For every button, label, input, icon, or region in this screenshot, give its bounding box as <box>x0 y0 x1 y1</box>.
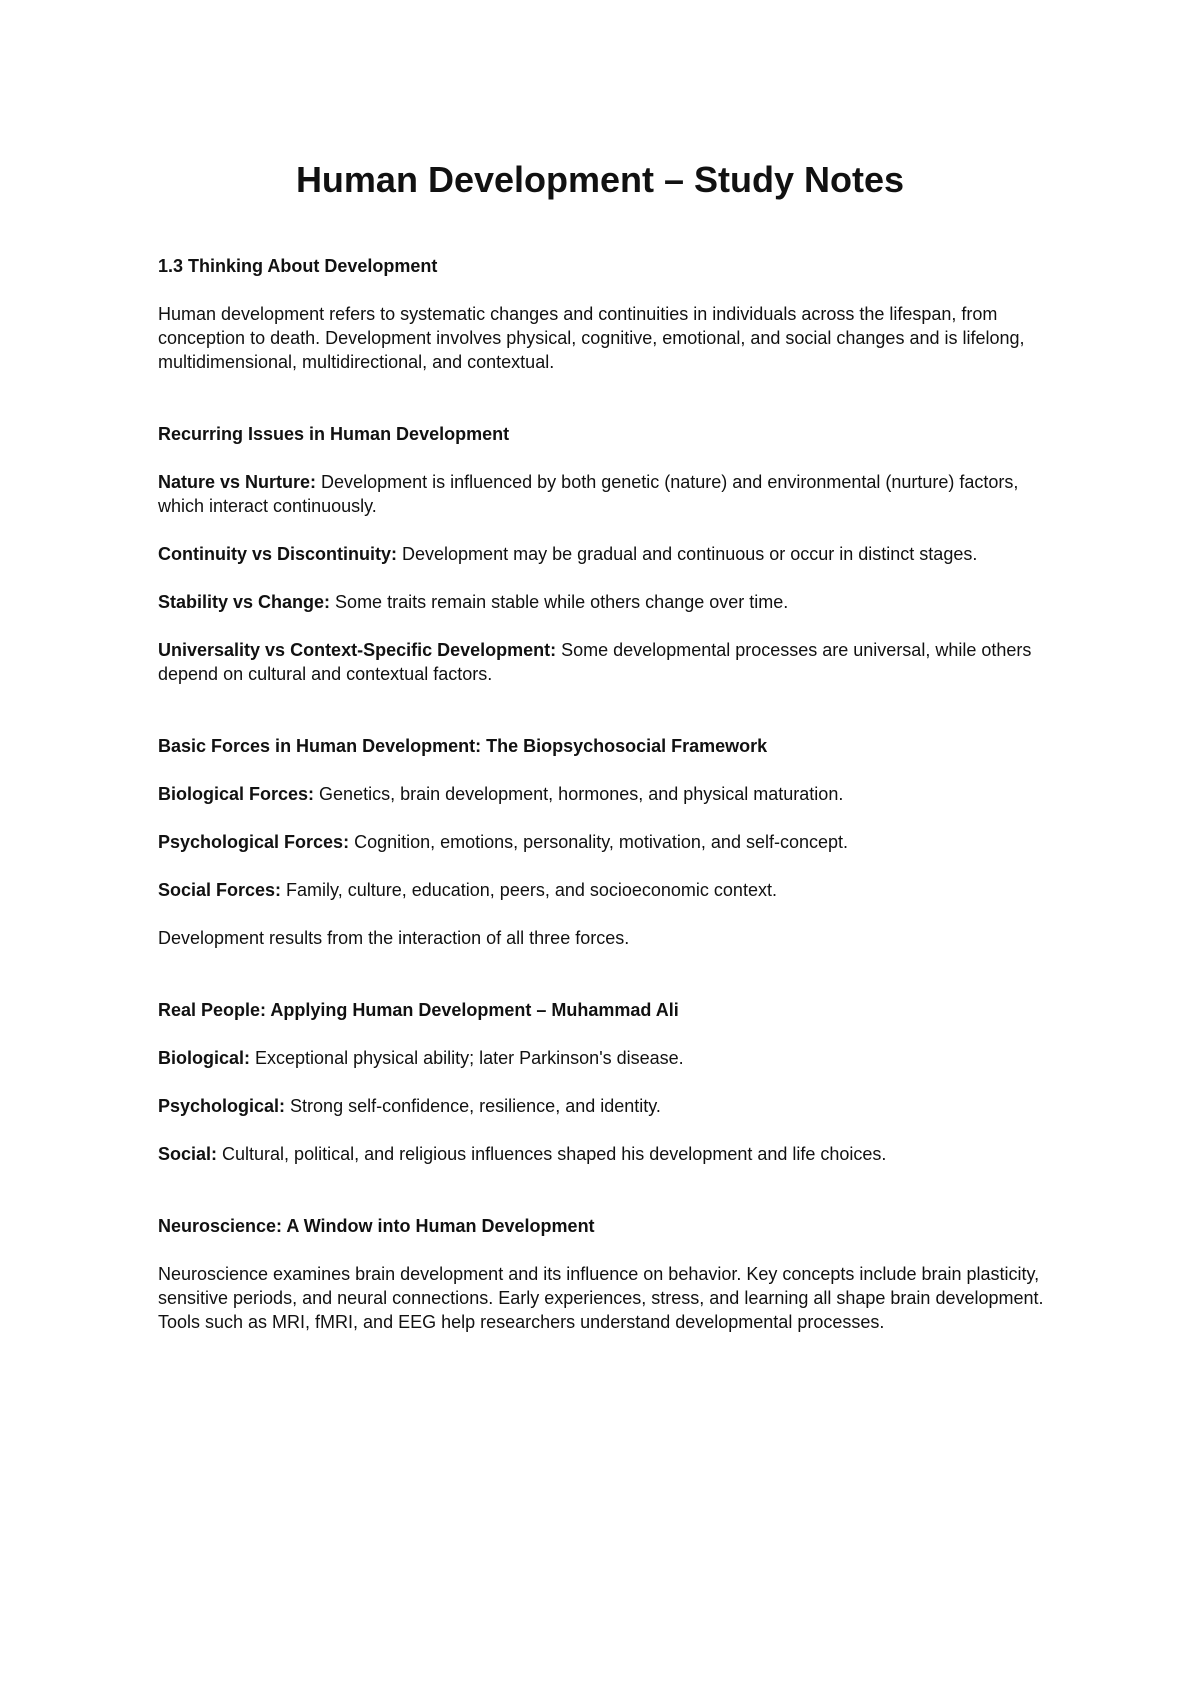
term-label: Social Forces: <box>158 880 282 900</box>
term-text: Some developmental processes are universal, while others depend on cultural and contextual factors. <box>158 640 1032 684</box>
term-text: Genetics, brain development, hormones, and physical maturation. <box>314 784 844 804</box>
document-content <box>158 254 1058 1334</box>
section-body-thinking: Human development refers to systematic changes and continuities in individuals across the lifespan, from conception to death. Development involves physical, cognitive, emotional, and social changes and is lifelong, multidimensional, multidirectional, and contextual. <box>158 304 1025 372</box>
term-label: Nature vs Nurture: <box>158 472 317 492</box>
term-label: Continuity vs Discontinuity: <box>158 544 398 564</box>
section-heading-real-people: Real People: Applying Human Development – Muhammad Ali <box>158 1000 679 1020</box>
term-label: Stability vs Change: <box>158 592 331 612</box>
term-text: Strong self-confidence, resilience, and identity. <box>285 1096 661 1116</box>
recurring-item-universality <box>158 638 1058 686</box>
term-text: Family, culture, education, peers, and socioeconomic context. <box>281 880 777 900</box>
real-people-item-biological <box>158 1046 1058 1070</box>
term-text: Development may be gradual and continuous or occur in distinct stages. <box>397 544 978 564</box>
term-text: Exceptional physical ability; later Parkinson's disease. <box>250 1048 684 1068</box>
forces-item-biological <box>158 782 1058 806</box>
document-title: Human Development – Study Notes <box>295 159 905 200</box>
term-label: Social: <box>158 1144 218 1164</box>
recurring-item-nature <box>158 470 1058 518</box>
forces-conclusion: Development results from the interaction of all three forces. <box>158 928 630 948</box>
term-label: Psychological: <box>158 1096 286 1116</box>
term-label: Biological Forces: <box>158 784 315 804</box>
real-people-item-psychological <box>158 1094 1058 1118</box>
term-text: Some traits remain stable while others change over time. <box>330 592 789 612</box>
term-text: Cognition, emotions, personality, motivation, and self-concept. <box>349 832 849 852</box>
term-text: Cultural, political, and religious influences shaped his development and life choices. <box>217 1144 887 1164</box>
term-text: Development is influenced by both genetic (nature) and environmental (nurture) factors, which interact continuously. <box>158 472 1019 516</box>
section-heading-thinking: 1.3 Thinking About Development <box>158 256 438 276</box>
forces-item-psychological <box>158 830 1058 854</box>
recurring-item-stability <box>158 590 1058 614</box>
section-heading-recurring: Recurring Issues in Human Development <box>158 424 510 444</box>
term-label: Psychological Forces: <box>158 832 350 852</box>
section-heading-forces: Basic Forces in Human Development: The Biopsychosocial Framework <box>158 736 768 756</box>
term-label: Biological: <box>158 1048 251 1068</box>
section-heading-neuroscience: Neuroscience: A Window into Human Development <box>158 1216 595 1236</box>
section-body-neuroscience: Neuroscience examines brain development and its influence on behavior. Key concepts include brain plasticity, sensitive periods, and neural connections. Early experiences, stress, and learning all shape brain development. Tools such as MRI, fMRI, and EEG help researchers understand developmental processes. <box>158 1264 1044 1332</box>
term-label: Universality vs Context-Specific Development: <box>158 640 557 660</box>
forces-item-social <box>158 878 1058 902</box>
real-people-item-social <box>158 1142 1058 1166</box>
recurring-item-continuity <box>158 542 1058 566</box>
